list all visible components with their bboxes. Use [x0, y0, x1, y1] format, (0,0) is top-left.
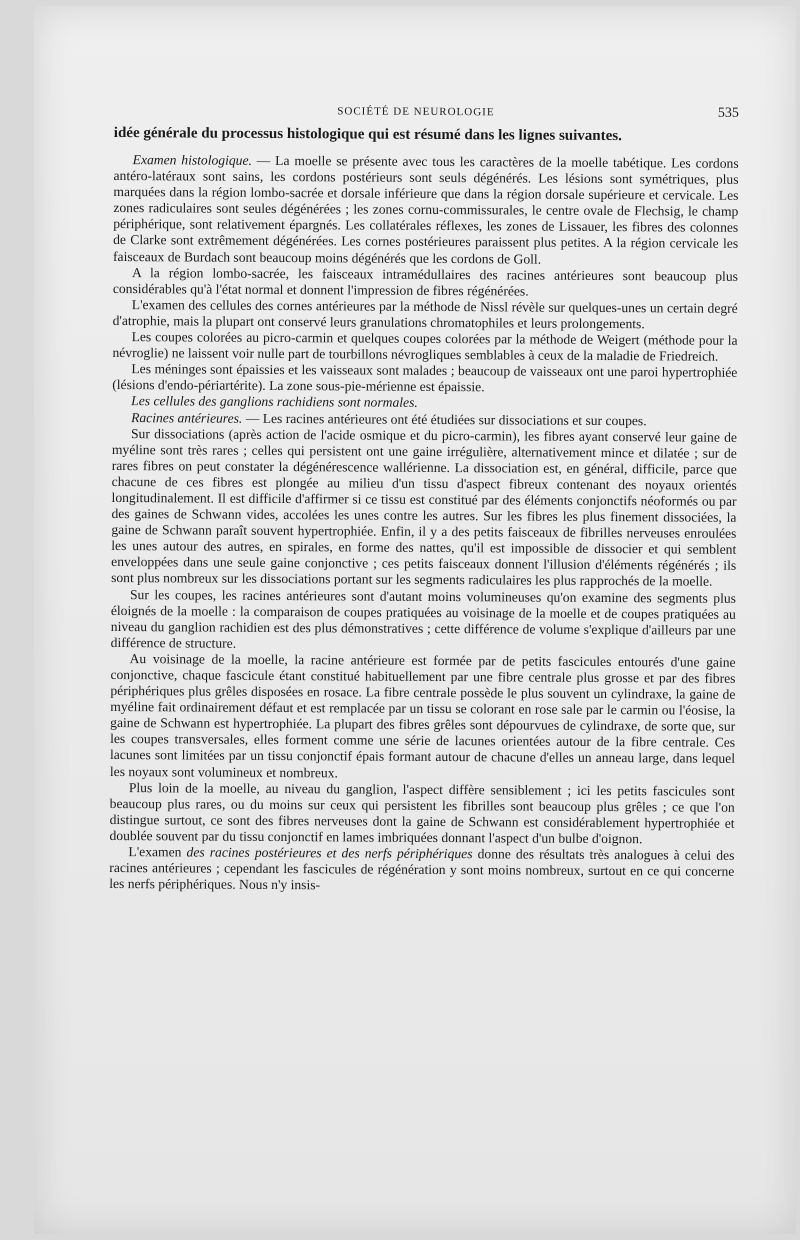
paragraph: [109, 844, 734, 896]
paragraph-text: Les coupes colorées au picro-carmin et quelques coupes colorées par la méthode de Weigert (méthode pour la névroglie) ne laissent voir nulle part de tourbillons névrogliques semblables à ceux de la maladie de Friedreich.: [112, 329, 738, 364]
paragraph-text: Plus loin de la moelle, au niveau du ganglion, l'aspect diffère sensiblement ; ici les petits fascicules sont beaucoup plus rares, ou du moins sur ceux qui persistent les fibrilles sont beaucoup plus grêles ; ce que l'on distingue surtout, ce sont des fibres nerveuses dont la gaine de Schwann est considérablement hypertrophiée et doublée souvent par du tissu conjonctif en lames imbriquées donnant l'aspect d'un bulbe d'oignon.: [109, 779, 735, 847]
paragraph: [113, 265, 738, 301]
paragraph: [109, 780, 734, 848]
paragraph-label: Racines antérieures.: [131, 409, 243, 426]
paragraph: [112, 329, 737, 365]
lead-line: idée générale du processus histologique qui est résumé dans les lignes suivantes.: [113, 124, 622, 145]
page-text: [109, 102, 739, 896]
paragraph: [110, 651, 736, 784]
paragraph-text: Les méninges sont épaissies et les vaisseaux sont malades ; beaucoup de vaisseaux ont une paroi hypertrophiée (lésions d'endo-périartérite). La zone sous-pie-mérienne est épaissie.: [112, 361, 738, 395]
paragraph: [113, 152, 739, 268]
paragraph-text: L'examen: [128, 844, 187, 860]
paragraph: [111, 587, 736, 655]
paragraph-text: — Les racines antérieures ont été étudiées sur dissociations et sur coupes.: [242, 410, 647, 428]
paragraph-text: — La moelle se présente avec tous les caractères de la moelle tabétique. Les cordons antéro-latéraux sont sains, les cordons postérieurs sont seuls dégénérés. Les lésions sont symétriques, plus marquées dans la région lombo-sacrée et dorsale inférieure que dans la région dorsale supérieure et cervicale. Les zones radiculaires sont seules dégénérées ; les zones cornu-commissurales, le centre ovale de Flechsig, le champ périphérique, sont relativement épargnés. Les collatérales réflexes, les zones de Lissauer, les fibres des colonnes de Clarke sont extrêmement dégénérées. Les cornes postérieures paraissent plus petites. A la région cervicale les faisceaux de Burdach sont beaucoup moins dégénérés que les cordons de Goll.: [113, 152, 739, 267]
paragraph-text: donne des résultats très analogues à celui des racines antérieures ; cependant les fascicules de régénération y sont moins nombreux, surtout en ce qui concerne les nerfs périphériques. Nous n'y insis-: [109, 846, 735, 893]
paragraph: [111, 426, 737, 591]
paragraph-label: des racines postérieures et des nerfs périphériques: [186, 844, 473, 862]
paragraph-text: Au voisinage de la moelle, la racine antérieure est formée par de petits fascicules entourés d'une gaine conjonctive, chaque fascicule étant constitué habituellement par une fibre centrale plus grosse et par des fibres périphériques plus grêles disposées en rosace. La fibre centrale possède le plus souvent un cylindraxe, la gaine de myéline fait ordinairement défaut et est remplacée par un tissu se colorant en rose sale par le carmin ou l'éosise, la gaine de Schwann est hypertrophiée. La plupart des fibres grêles sont dépourvues de cylindraxe, de sorte que, sur les coupes transversales, elles forment comme une série de lacunes orientées autour de la fibre centrale. Ces lacunes sont limitées par un tissu conjonctif épais formant autour de chacune d'elles un anneau large, dans lequel les noyaux sont volumineux et nombreux.: [109, 651, 736, 780]
scanned-page: [34, 6, 796, 1234]
page-number: 535: [717, 105, 739, 121]
paragraph-label: Les cellules des ganglions rachidiens sont normales.: [131, 393, 418, 411]
paragraph-text: A la région lombo-sacrée, les faisceaux intramédullaires des racines antérieures sont beaucoup plus considérables qu'à l'état normal et donnent l'impression de fibres régénérées.: [112, 264, 738, 299]
running-head: SOCIÉTÉ DE NEUROLOGIE: [337, 105, 495, 119]
paragraph-label: Examen histologique.: [132, 152, 252, 168]
page-header: [114, 102, 739, 122]
paragraph: [112, 361, 737, 397]
paragraph-text: Sur dissociations (après action de l'acide osmique et du picro-carmin), les fibres ayant conservé leur gaine de myéline sont très rares ; celles qui persistent ont une gaine irrégulière, alternativement mince et dilatée ; sur de rares fibres on peut constater la dégénérescence wallérienne. La dissociation est, en général, difficile, parce que chacune de ces fibres est plongée au milieu d'un tissu d'aspect fibreux contenant des noyaux orientés longitudinalement. Il est difficile d'affirmer si ce tissu est constitué par des éléments conjonctifs néoformés ou par des gaines de Schwann vides, accolées les unes contre les autres. Sur les fibres les plus finement dissociées, la gaine de Schwann paraît souvent hypertrophiée. Enfin, il y a des petits faisceaux de fibrilles nerveuses enroulées les unes autour des autres, en spirales, en forme des nattes, qu'il est impossible de dissocier et qui semblent enveloppées dans une seule gaine conjonctive ; ces petits faisceaux donnent l'illusion d'éléments régénérés ; ils sont plus nombreux sur les dissociations portant sur les segments radiculaires les plus rapprochés de la moelle.: [111, 425, 738, 590]
paragraph-text: L'examen des cellules des cornes antérieures par la méthode de Nissl révèle sur quelques-unes un certain degré d'atrophie, mais la plupart ont conservé leurs granulations chromatophiles et leurs prolongements.: [112, 296, 738, 332]
paragraph: [113, 297, 738, 333]
paragraph-text: Sur les coupes, les racines antérieures sont d'autant moins volumineuses qu'on examine des segments plus éloignés de la moelle : la comparaison de coupes pratiquées au voisinage de la moelle et de coupes pratiquées au niveau du ganglion rachidien est des plus démonstratives ; cette différence de volume s'explique d'ailleurs par une différence de structure.: [110, 586, 737, 651]
